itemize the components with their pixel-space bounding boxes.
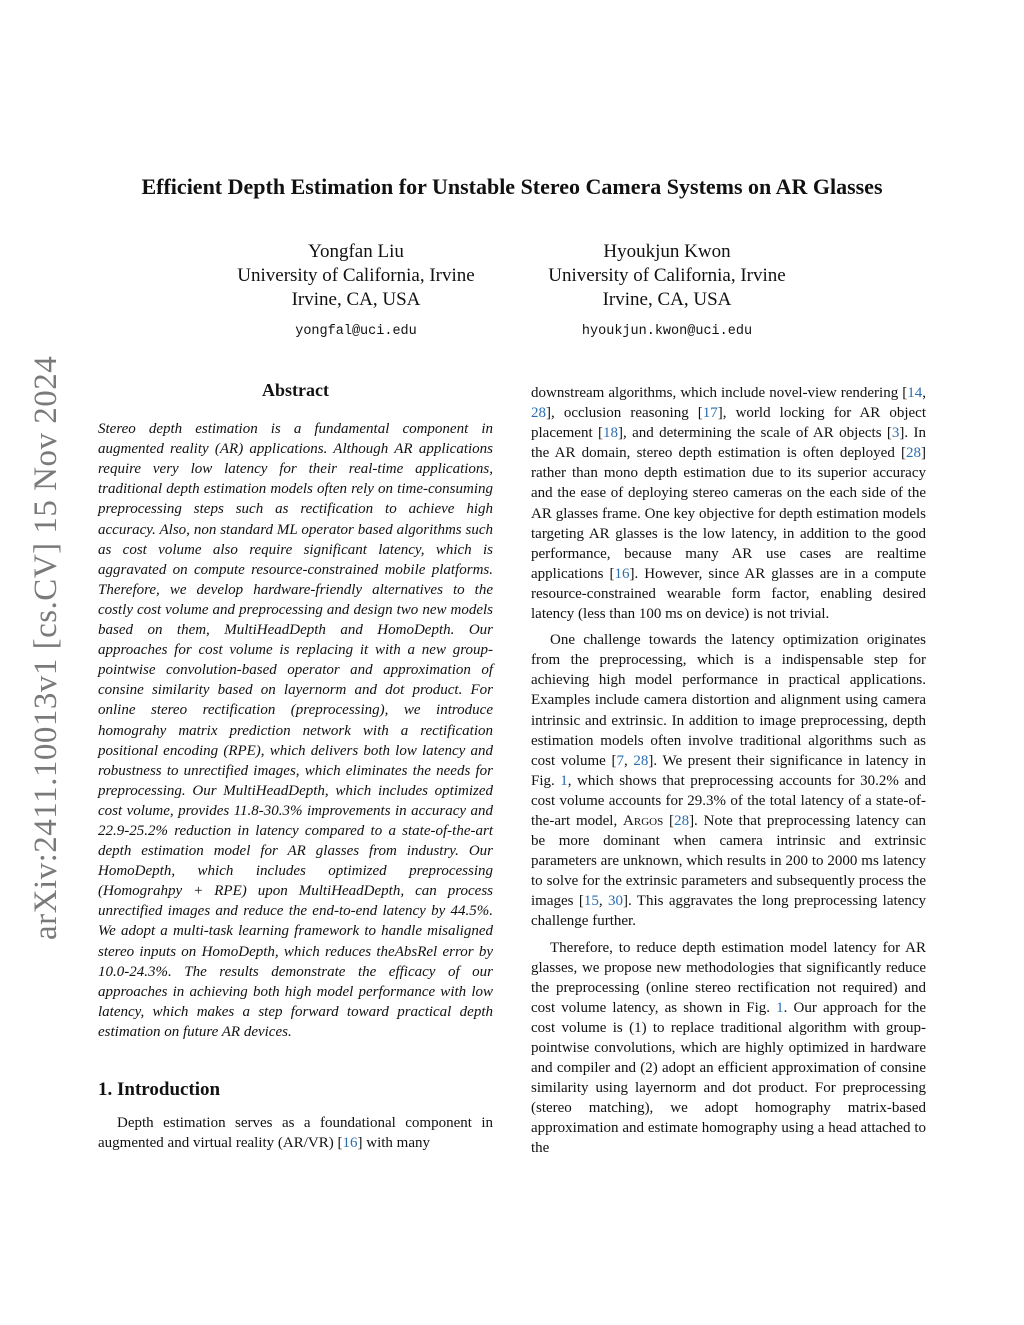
citation-link[interactable]: 28 (633, 752, 649, 769)
citation-link[interactable]: 16 (342, 1135, 358, 1152)
left-column (98, 380, 493, 1153)
citation-link[interactable]: 16 (614, 565, 630, 582)
right-column (531, 383, 926, 1159)
intro-paragraph-1: Depth estimation serves as a foundational component in augmented and virtual reality (AR/VR) [16] with many (98, 1115, 493, 1152)
model-name-argos: Argos (623, 812, 664, 829)
abstract-text: Stereo depth estimation is a fundamental component in augmented reality (AR) applications. Although AR applications require very low latency for their real-time applications, traditional depth estimation models often rely on time-consuming preprocessing steps such as rectification to achieve high accuracy. Also, non standard ML operator based algorithms such as cost volume also require significant latency, which is aggravated on compute resource-constrained mobile platforms. Therefore, we develop hardware-friendly alternatives to the costly cost volume and preprocessing and design two new models based on them, MultiHeadDepth and HomoDepth. Our approaches for cost volume is replacing it with a new group-pointwise convolution-based operator and approximation of consine similarity based on layernorm and dot product. For online stereo rectification (preprocessing), we introduce homograhy matrix prediction network with a rectification positional encoding (RPE), which delivers both low latency and robustness to unrectified images, which eliminates the needs for preprocessing. Our MultiHeadDepth, which includes optimized cost volume, provides 11.8-30.3% improvements in accuracy and 22.9-25.2% reduction in latency compared to a state-of-the-art depth estimation model for AR glasses from industry. Our HomoDepth, which includes optimized preprocessing (Homograhpy + RPE) upon MultiHeadDepth, can process unrectified images and reduce the end-to-end latency by 44.5%. We adopt a multi-task learning framework to handle misaligned stereo inputs on HomoDepth, which reduces theAbsRel error by 10.0-24.3%. The results demonstrate the efficacy of our approaches in achieving both high model performance with low latency, which makes a step forward toward practical depth estimation on future AR devices. (98, 421, 493, 1040)
author-name: Yongfan Liu (308, 241, 404, 262)
intro-paragraph-1-continued: downstream algorithms, which include novel-view rendering [14, 28], occlusion reasoning [17], world locking for AR object placement [18], and determining the scale of AR objects [3]. In the AR domain, stereo depth estimation is often deployed [28] rather than mono depth estimation due to its superior accuracy and the ease of deploying stereo cameras on the each side of the AR glasses frame. One key objective for depth estimation models targeting AR glasses is the low latency, in addition to the good performance, because many AR use cases are realtime applications [16]. However, since AR glasses are in a compute resource-constrained wearable form factor, enabling desired latency (less than 100 ms on device) is not trivial. (531, 385, 927, 623)
arxiv-identifier-stamp: arXiv:2411.10013v1 [cs.CV] 15 Nov 2024 (28, 355, 64, 940)
author-email[interactable]: hyoukjun.kwon@uci.edu (581, 324, 753, 339)
author-location: Irvine, CA, USA (291, 289, 421, 310)
author-email[interactable]: yongfal@uci.edu (295, 324, 417, 339)
citation-link[interactable]: 15 (583, 893, 599, 910)
intro-paragraph-3: Therefore, to reduce depth estimation model latency for AR glasses, we propose new methodologies that significantly reduce the preprocessing (online stereo rectification not required) and cost volume latency, as shown in Fig. 1. Our approach for the cost volume is (1) to replace traditional algorithm with group-pointwise convolutions, which are highly optimized in hardware and compiler and (2) adopt an efficient approximation of consine similarity using layernorm and dot product. For preprocessing (stereo matching), we adopt homography matrix-based approximation and estimate homography using a head attached to the (531, 939, 926, 1157)
author-block (517, 240, 817, 344)
author-affiliation: University of California, Irvine (548, 265, 786, 286)
paper-title: Efficient Depth Estimation for Unstable Stereo Camera Systems on AR Glasses (141, 174, 883, 199)
citation-link[interactable]: 28 (906, 445, 921, 462)
intro-paragraph-2: One challenge towards the latency optimization originates from the preprocessing, which is a indispensable step for achieving high model performance in practical applications. Examples include camera distortion and alignment using camera intrinsic and extrinsic. In addition to image preprocessing, depth estimation models often involve traditional algorithms such as cost volume [7, 28]. We present their significance in latency in Fig. 1, which shows that preprocessing accounts for 30.2% and cost volume accounts for 29.3% of the total latency of a state-of-the-art model, Argos [28]. Note that preprocessing latency can be more dominant when camera intrinsic and extrinsic parameters are unknown, which results in 200 to 2000 ms latency to solve for the extrinsic parameters and subsequently process the images [15, 30]. This aggravates the long preprocessing latency challenge further. (531, 632, 927, 930)
citation-link[interactable]: 17 (702, 405, 718, 422)
citation-link[interactable]: 18 (602, 425, 618, 442)
figure-link[interactable]: 1 (560, 772, 568, 789)
citation-link[interactable]: 30 (607, 893, 623, 910)
introduction-heading: 1. Introduction (98, 1079, 221, 1100)
abstract-heading: Abstract (262, 380, 329, 400)
citation-link[interactable]: 14 (907, 385, 923, 401)
author-block (206, 240, 506, 344)
citation-link[interactable]: 28 (531, 405, 546, 422)
author-affiliation: University of California, Irvine (237, 265, 475, 286)
citation-link[interactable]: 3 (891, 425, 900, 442)
citation-link[interactable]: 28 (674, 812, 690, 829)
author-name: Hyoukjun Kwon (603, 241, 731, 262)
figure-link[interactable]: 1 (776, 999, 784, 1016)
citation-link[interactable]: 7 (616, 752, 624, 769)
author-location: Irvine, CA, USA (602, 289, 732, 310)
